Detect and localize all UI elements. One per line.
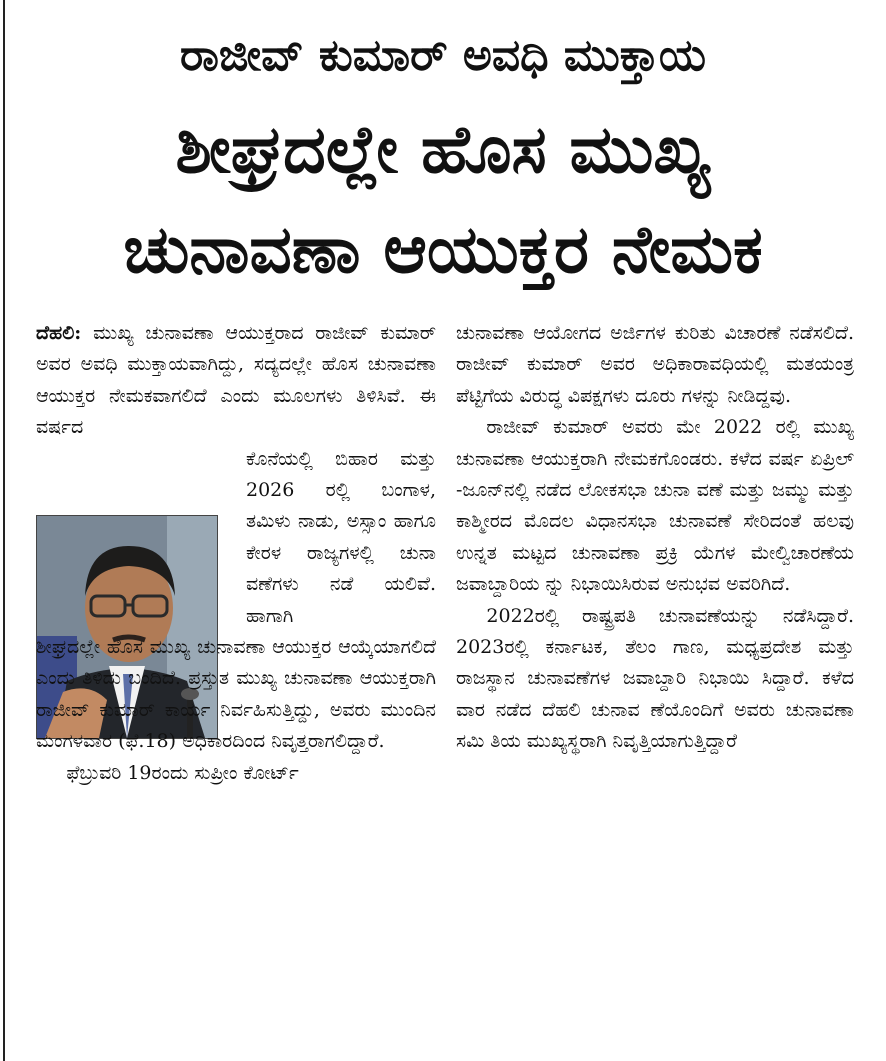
paragraph-3: ರಾಜೀವ್ ಕುಮಾರ್ ಅವರು ಮೇ 2022 ರಲ್ಲಿ ಮುಖ್ಯ ಚುನಾವಣಾ ಆಯುಕ್ತರಾಗಿ ನೇಮಕಗೊಂಡರು. ಕಳೆದ ವರ್ಷ ಏಪ್ರಿಲ್ -ಜೂನ್‌ನಲ್ಲಿ ನಡೆದ ಲೋಕಸಭಾ ಚುನಾ ವಣೆ ಮತ್ತು ಜಮ್ಮು ಮತ್ತು ಕಾಶ್ಮೀರದ ಮೊದಲ ವಿಧಾನಸಭಾ ಚುನಾವಣೆ ಸೇರಿದಂತೆ ಹಲವು ಉನ್ನತ ಮಟ್ಟದ ಚುನಾವಣಾ ಪ್ರಕ್ರಿ ಯೆಗಳ ಮೇಲ್ವಿಚಾರಣೆಯ ಜವಾಬ್ದಾರಿಯ ನ್ನು ನಿಭಾಯಿಸಿರುವ ಅನುಭವ ಅವರಿಗಿದೆ. xyxy=(456,416,854,596)
article-lead-paragraph xyxy=(36,318,436,444)
headline-line-1: ಶೀಘ್ರದಲ್ಲೇ ಹೊಸ ಮುಖ್ಯ xyxy=(175,111,711,188)
photo-wrapped-text: ಕೊನೆಯಲ್ಲಿ ಬಿಹಾರ ಮತ್ತು 2026 ರಲ್ಲಿ ಬಂಗಾಳ, ತಮಿಳು ನಾಡು, ಅಸ್ಸಾಂ ಹಾಗೂ ಕೇರಳ ರಾಜ್ಯಗಳಲ್ಲಿ ಚುನಾ ವಣೆಗಳು ನಡೆ ಯಲಿವೆ. ಹಾಗಾಗಿ xyxy=(246,447,436,627)
article-column-left xyxy=(36,318,436,789)
dateline: ದೆಹಲಿ: xyxy=(36,322,82,344)
lead-text: ಮುಖ್ಯ ಚುನಾವಣಾ ಆಯುಕ್ತರಾದ ರಾಜೀವ್ ಕುಮಾರ್ ಅವರ ಅವಧಿ ಮುಕ್ತಾಯವಾಗಿದ್ದು, ಸದ್ಯದಲ್ಲೇ ಹೊಸ ಚುನಾವಣಾ ಆಯುಕ್ತರ ನೇಮಕವಾಗಲಿದೆ ಎಂದು ಮೂಲಗಳು ತಿಳಿಸಿವೆ. ಈ ವರ್ಷದ xyxy=(36,322,436,439)
article-column-right xyxy=(456,318,854,758)
paragraph-4: 2022ರಲ್ಲಿ ರಾಷ್ಟ್ರಪತಿ ಚುನಾವಣೆಯನ್ನು ನಡೆಸಿದ್ದಾರೆ. 2023ರಲ್ಲಿ ಕರ್ನಾಟಕ, ತೆಲಂ ಗಾಣ, ಮಧ್ಯಪ್ರದೇಶ ಮತ್ತು ರಾಜಸ್ಥಾನ ಚುನಾವಣೆಗಳ ಜವಾಬ್ದಾರಿ ನಿಭಾಯಿ ಸಿದ್ದಾರೆ. ಕಳೆದ ವಾರ ನಡೆದ ದೆಹಲಿ ಚುನಾವ ಣೆಯೊಂದಿಗೆ ಅವರು ಚುನಾವಣಾ ಸಮಿ ತಿಯ ಮುಖ್ಯಸ್ಥರಾಗಿ ನಿವೃತ್ತಿಯಾಗುತ್ತಿದ್ದಾರೆ xyxy=(456,604,854,753)
paragraph-2-start: ಫೆಬ್ರುವರಿ 19ರಂದು ಸುಪ್ರೀಂ ಕೋರ್ಟ್ xyxy=(66,761,299,784)
headline-kicker: ರಾಜೀವ್ ಕುಮಾರ್ ಅವಧಿ ಮುಕ್ತಾಯ xyxy=(180,30,706,81)
paragraph-2-continuation: ಚುನಾವಣಾ ಆಯೋಗದ ಅರ್ಜಿಗಳ ಕುರಿತು ವಿಚಾರಣೆ ನಡೆಸಲಿದೆ. ರಾಜೀವ್ ಕುಮಾರ್ ಅವರ ಅಧಿಕಾರಾವಧಿಯಲ್ಲಿ ಮತಯಂತ್ರ ಪೆಟ್ಟಿಗೆಯ ವಿರುದ್ಧ ವಿಪಕ್ಷಗಳು ದೂರು ಗಳನ್ನು ನೀಡಿದ್ದವು. xyxy=(456,322,854,407)
headline-line-2: ಚುನಾವಣಾ ಆಯುಕ್ತರ ನೇಮಕ xyxy=(123,211,763,288)
lead-paragraph-continuation: ಶೀಘ್ರದಲ್ಲೇ ಹೊಸ ಮುಖ್ಯ ಚುನಾವಣಾ ಆಯುಕ್ತರ ಆಯ್ಕೆಯಾಗಲಿದೆ ಎಂದು ತಿಳಿದು ಬಂದಿದೆ. ಪ್ರಸ್ತುತ ಮುಖ್ಯ ಚುನಾವಣಾ ಆಯುಕ್ತರಾಗಿ ರಾಜೀವ್ ಕುಮಾರ್ ಕಾರ್ಯ ನಿರ್ವಹಿಸುತ್ತಿದ್ದು, ಅವರು ಮುಂದಿನ ಮಂಗಳವಾರ (ಫೆ.18) ಅಧಿಕಾರದಿಂದ ನಿವೃತ್ತರಾಗಲಿದ್ದಾರೆ. xyxy=(36,636,436,753)
